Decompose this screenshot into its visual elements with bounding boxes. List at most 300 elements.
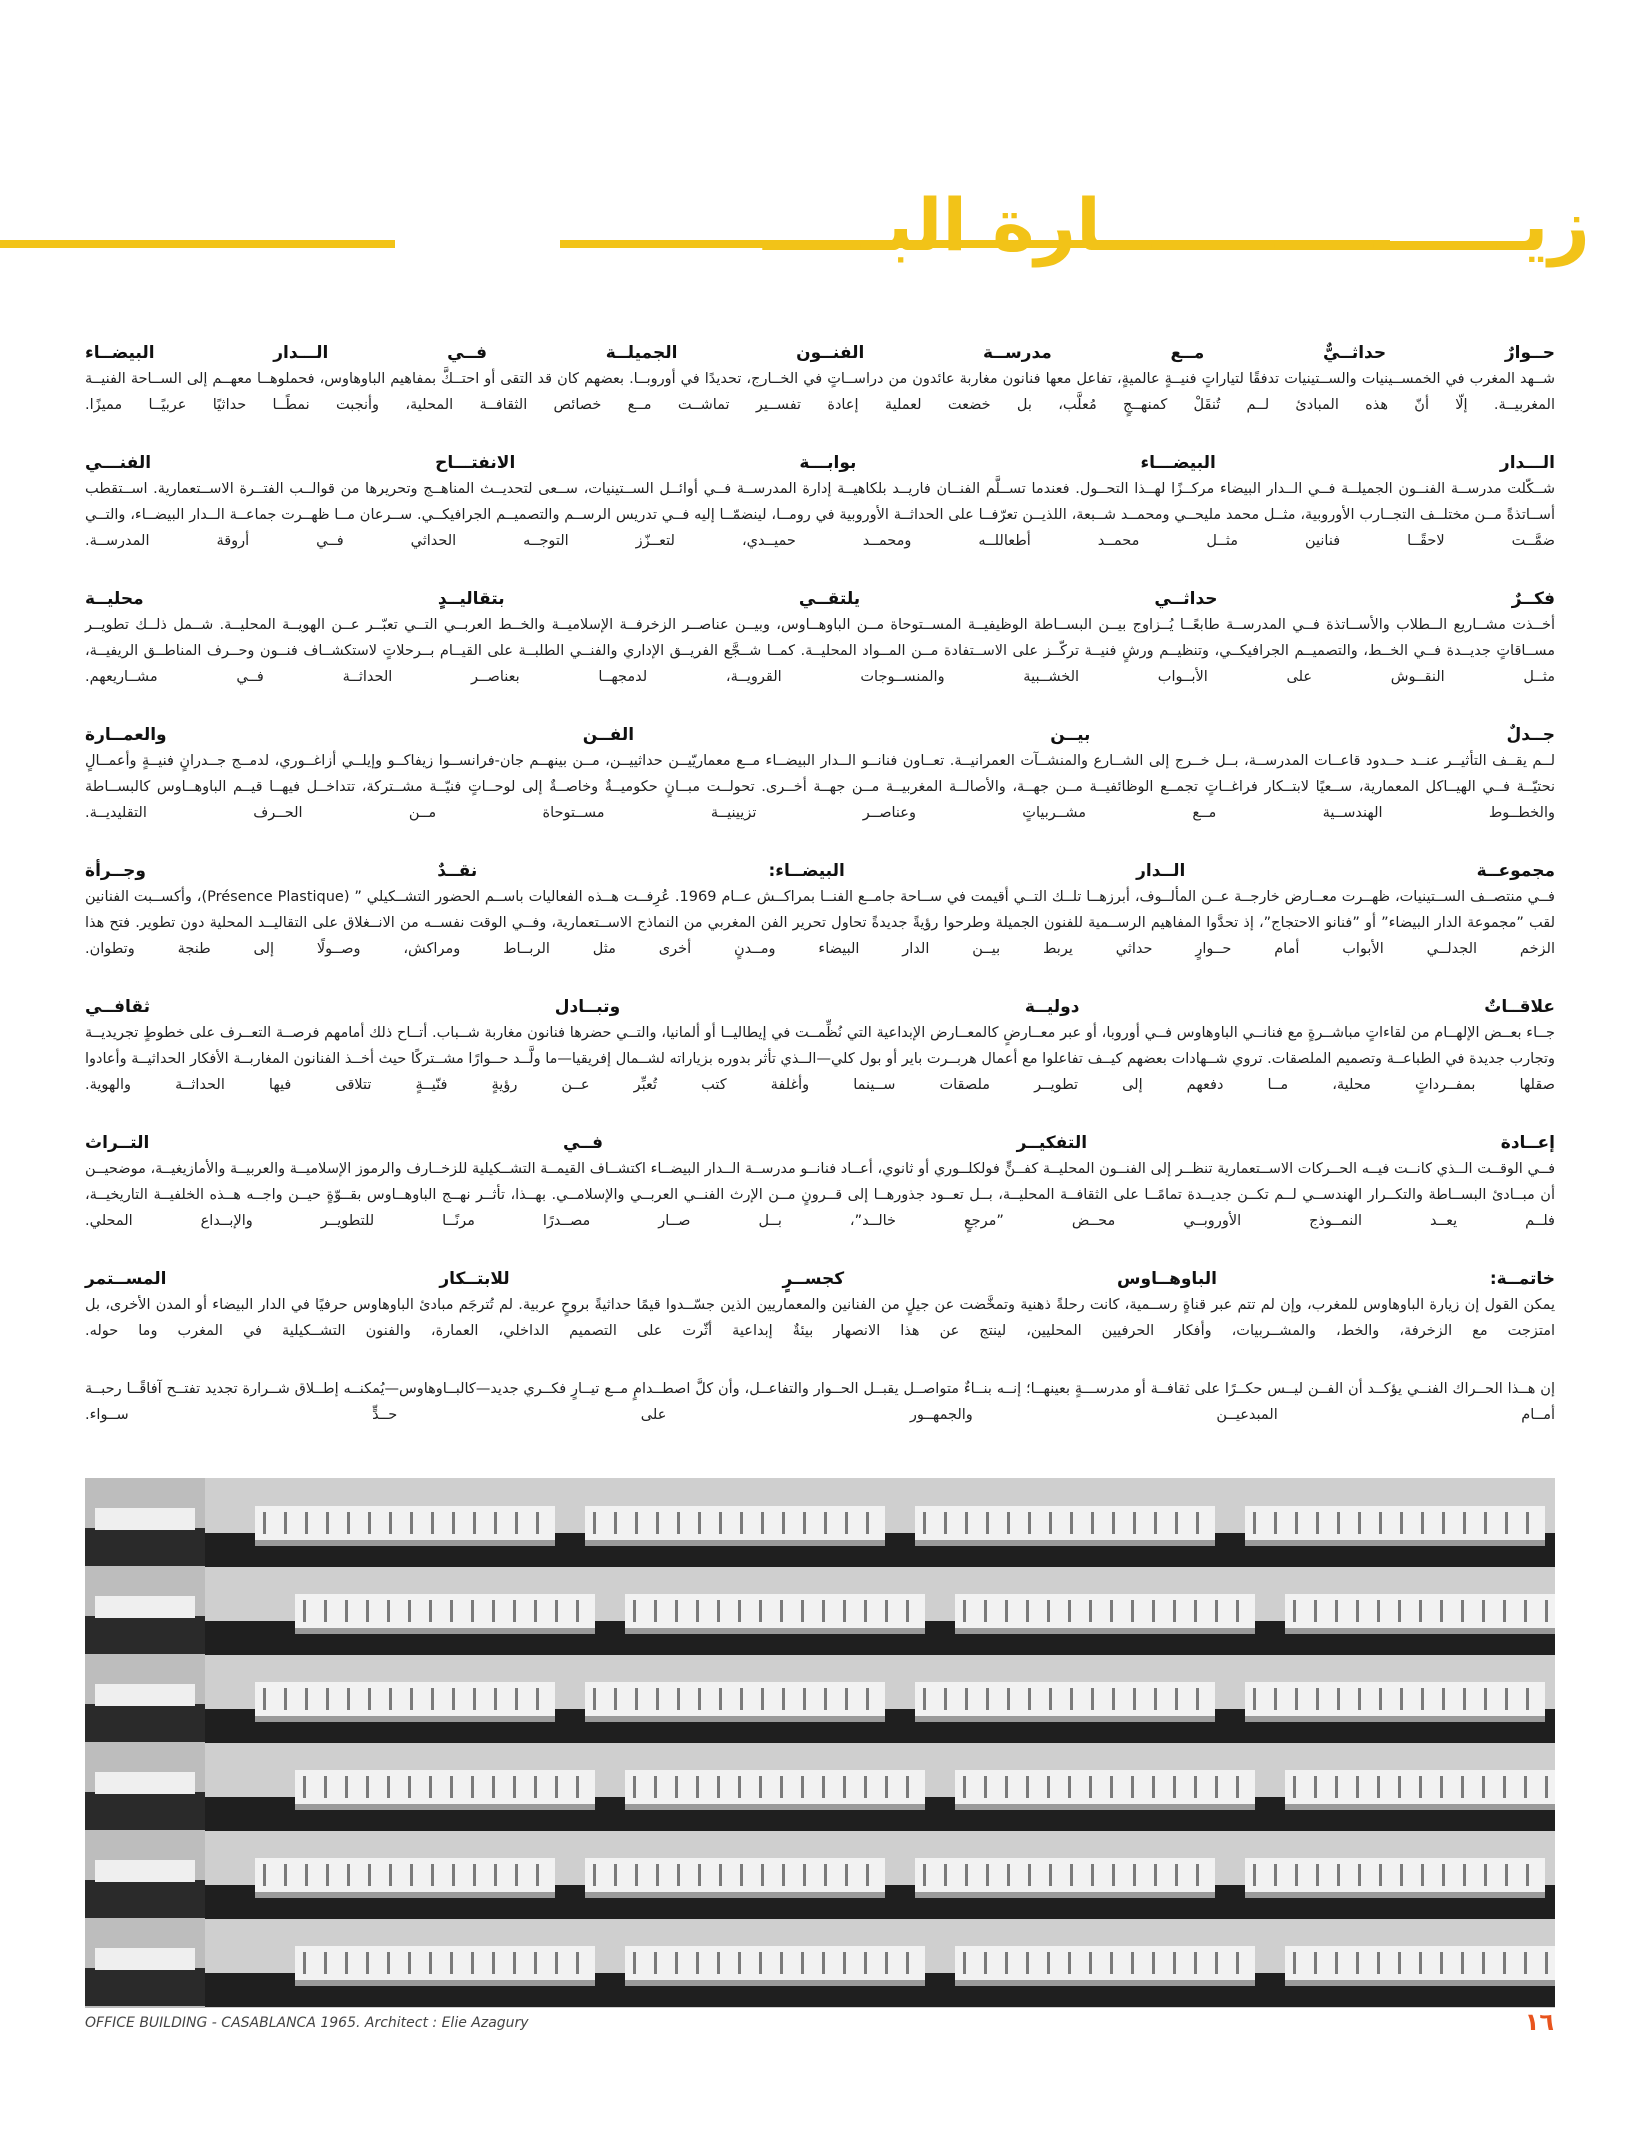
building-shape — [782, 1688, 785, 1710]
building-shape — [1482, 1600, 1485, 1622]
building-shape — [389, 1512, 392, 1534]
building-shape — [1505, 1864, 1508, 1886]
building-shape — [368, 1512, 371, 1534]
building-shape — [1173, 1952, 1176, 1974]
building-shape — [492, 1776, 495, 1798]
building-shape — [1194, 1776, 1197, 1798]
building-shape — [345, 1776, 348, 1798]
heading-word: الــدار — [1136, 861, 1186, 881]
building-shape — [1007, 1688, 1010, 1710]
heading-word: كجســرٍ — [782, 1269, 845, 1289]
building-shape — [295, 1804, 595, 1810]
heading-word: الانفتـــاح — [435, 453, 516, 473]
building-shape — [1285, 1628, 1555, 1634]
building-shape — [955, 1594, 1255, 1628]
building-shape — [1379, 1512, 1382, 1534]
building-shape — [429, 1600, 432, 1622]
building-shape — [1484, 1512, 1487, 1534]
building-shape — [1545, 1600, 1548, 1622]
heading-word: خاتمــة: — [1489, 1269, 1555, 1289]
building-shape — [824, 1688, 827, 1710]
building-shape — [944, 1512, 947, 1534]
building-shape — [515, 1688, 518, 1710]
building-shape — [345, 1952, 348, 1974]
building-shape — [845, 1688, 848, 1710]
building-shape — [1133, 1512, 1136, 1534]
building-shape — [1421, 1688, 1424, 1710]
heading-word: ثقافــي — [85, 997, 150, 1017]
building-shape — [761, 1864, 764, 1886]
building-shape — [1419, 1776, 1422, 1798]
building-shape — [1091, 1512, 1094, 1534]
building-shape — [1173, 1776, 1176, 1798]
building-shape — [923, 1688, 926, 1710]
building-shape — [1482, 1952, 1485, 1974]
building-shape — [1526, 1688, 1529, 1710]
building-shape — [1110, 1776, 1113, 1798]
building-shape — [1545, 1776, 1548, 1798]
building-shape — [1314, 1776, 1317, 1798]
heading-word: حــوارٌ — [1504, 343, 1555, 363]
building-shape — [95, 1508, 195, 1530]
building-shape — [1026, 1776, 1029, 1798]
section-paragraph: يمكن القول إن زيارة الباوهاوس للمغرب، وإن لم تتم عبر قناةٍ رســمية، كانت رحلةً ذهنية وتمخَّضت عن جيلٍ من الفنانين والمعماريين الذين جسّــدوا قيمًا حداثيةً بروحٍ عربية. لم تُترجَم مبادئ الباوهاوس حرفيًا في الدار البيضاء أو المدن الأخرى، بل امتزجت مع الزخرفة، والخط، والمشــربيات، وأفكار الحرفيين المحليين، لينتج عن هذا الانصهار بيئةٌ إبداعية أثّرت على التصميم الداخلي، العمارة، والفنون التشــكيلية في المغرب وما حوله. — [85, 1297, 1555, 1339]
building-shape — [1524, 1776, 1527, 1798]
building-shape — [803, 1688, 806, 1710]
building-shape — [696, 1776, 699, 1798]
section-heading — [85, 858, 1555, 884]
building-shape — [1358, 1864, 1361, 1886]
building-shape — [1005, 1952, 1008, 1974]
section-paragraph: أخــذت مشــاريع الــطلاب والأســاتذة فــي المدرســة طابعًــا يُــزاوج بيــن البســاطة الوظيفيــة المســتوحاة مــن الباوهــاوس، وبيــن عناصــر الزخرفــة الإسلاميــة والخــط العربــي التــي تعبّــر عــن الهويــة المحليــة. شــمل ذلــك تطويــر مســاقاتٍ جديــدة فــي الخــط، والتصميــم الجرافيكــي، وتنظيــم ورشٍ فنيــة تركّــز على الاســتفادة مــن المــواد المحليــة. كمــا شــجَّع الفريــق الإداري والفنــي الطلبــة على القيــام بــرحلاتٍ لاستكشــاف فنــون وحــرف المناطــق الريفيــة، مثــل النقــوش على الأبــواب الخشــبية والمنســوجات القرويــة، لدمجهــا بعناصــر الحداثــة فــي مشــاريعهم. — [85, 617, 1555, 685]
building-shape — [719, 1688, 722, 1710]
building-shape — [515, 1512, 518, 1534]
building-shape — [1358, 1688, 1361, 1710]
building-shape — [654, 1952, 657, 1974]
building-shape — [696, 1952, 699, 1974]
building-shape — [410, 1864, 413, 1886]
building-shape — [1356, 1600, 1359, 1622]
building-shape — [1316, 1688, 1319, 1710]
building-shape — [1503, 1952, 1506, 1974]
building-shape — [593, 1864, 596, 1886]
building-shape — [1026, 1952, 1029, 1974]
building-shape — [1154, 1864, 1157, 1886]
building-shape — [1110, 1952, 1113, 1974]
heading-word: يلتقــي — [798, 589, 861, 609]
building-shape — [1112, 1864, 1115, 1886]
building-shape — [635, 1688, 638, 1710]
building-shape — [761, 1512, 764, 1534]
building-shape — [625, 1804, 925, 1810]
building-shape — [614, 1688, 617, 1710]
section-heading — [85, 586, 1555, 612]
building-shape — [1461, 1600, 1464, 1622]
heading-word: الـــدار — [273, 343, 329, 363]
building-shape — [677, 1512, 680, 1534]
building-shape — [1293, 1952, 1296, 1974]
heading-word: بتقاليــدٍ — [437, 589, 505, 609]
building-shape — [1337, 1688, 1340, 1710]
building-shape — [534, 1952, 537, 1974]
building-shape — [1070, 1864, 1073, 1886]
building-shape — [1112, 1512, 1115, 1534]
heading-word: والعمــارة — [85, 725, 167, 745]
building-shape — [1133, 1864, 1136, 1886]
building-shape — [324, 1600, 327, 1622]
building-shape — [408, 1952, 411, 1974]
heading-word: الباوهــاوس — [1117, 1269, 1217, 1289]
heading-word: وتبــادل — [554, 997, 621, 1017]
building-shape — [944, 1864, 947, 1886]
building-shape — [450, 1600, 453, 1622]
building-shape — [625, 1946, 925, 1980]
section-paragraph: شــكّلت مدرســة الفنــون الجميلــة فــي الــدار البيضاء مركــزًا لهــذا التحــول. فعندما تســلَّم الفنــان فاريــد بلكاهيــة إدارة المدرســة فــي أوائــل الســتينيات، ســعى لتحديــث المناهــج وتحريرها من قوالــب الفتــرة الاســتعمارية. اســتقطب أســاتذةً مــن مختلــف التجــارب الأوروبية، مثــل محمد مليحــي ومحمــد شــبعة، اللذيــن تعرّفــا على الحداثــة الأوروبية في رومــا، لينضمّــا إليه فــي تدريس الرســم والتصميــم الجرافيكــي. ســرعان مــا ظهــرت جماعــة الــدار البيضــاء، والتــي ضمَّــت لاحقًــا فنانين مثــل محمــد أطعاللــه ومحمــد حميــدي، لتعــزّز التوجــه الحداثي فــي أروقة المدرســة. — [85, 481, 1555, 549]
building-shape — [1274, 1512, 1277, 1534]
building-shape — [1440, 1600, 1443, 1622]
building-shape — [986, 1688, 989, 1710]
building-shape — [85, 1616, 205, 1654]
building-shape — [1356, 1952, 1359, 1974]
building-shape — [780, 1600, 783, 1622]
heading-word: وجــرأة — [85, 861, 146, 881]
building-shape — [515, 1864, 518, 1886]
building-shape — [866, 1864, 869, 1886]
building-shape — [95, 1684, 195, 1706]
building-shape — [1379, 1688, 1382, 1710]
building-shape — [1314, 1952, 1317, 1974]
building-shape — [915, 1540, 1215, 1546]
building-shape — [1194, 1952, 1197, 1974]
building-shape — [866, 1688, 869, 1710]
building-shape — [1253, 1864, 1256, 1886]
page-number: ١٦ — [1524, 2008, 1554, 2036]
building-shape — [347, 1688, 350, 1710]
building-shape — [656, 1688, 659, 1710]
building-shape — [1253, 1512, 1256, 1534]
building-shape — [1070, 1512, 1073, 1534]
building-shape — [494, 1512, 497, 1534]
building-shape — [1091, 1688, 1094, 1710]
building-shape — [347, 1864, 350, 1886]
building-shape — [389, 1864, 392, 1886]
building-shape — [366, 1600, 369, 1622]
building-shape — [780, 1776, 783, 1798]
building-shape — [625, 1770, 925, 1804]
building-shape — [1245, 1716, 1545, 1722]
building-shape — [429, 1952, 432, 1974]
section-paragraph: شــهد المغرب في الخمســينيات والســتينيات تدفقًا لتياراتٍ فنيــةٍ عالميةٍ، تفاعل معها فنانون مغاربة عائدون من دراســاتٍ في الخــارج، تحديدًا في أوروبــا. بعضهم كان قد التقى أو احتــكَّ بمفاهيم الباوهاوس، فحملوهــا معهــم إلى الســاحة الفنيــة المغربيــة. إلّا أنّ هذه المبادئ لــم تُنقَلْ كمنهــجٍ مُعلَّب، بل خضعت لعملية إعادة تفســير تماشــت مــع خصائص الثقافــة المحلية، وأنجبت نمطًــا حداثيًا عربيًــا مميزًا. — [85, 371, 1555, 413]
article-section — [85, 1130, 1555, 1234]
building-shape — [1337, 1512, 1340, 1534]
building-shape — [635, 1512, 638, 1534]
building-shape — [408, 1776, 411, 1798]
building-shape — [633, 1776, 636, 1798]
building-shape — [843, 1952, 846, 1974]
building-shape — [284, 1864, 287, 1886]
building-shape — [1484, 1688, 1487, 1710]
building-shape — [1005, 1600, 1008, 1622]
building-shape — [513, 1600, 516, 1622]
building-shape — [324, 1952, 327, 1974]
building-shape — [534, 1600, 537, 1622]
building-shape — [1379, 1864, 1382, 1886]
building-shape — [656, 1864, 659, 1886]
building-shape — [1463, 1688, 1466, 1710]
building-shape — [1047, 1776, 1050, 1798]
building-shape — [906, 1600, 909, 1622]
building-shape — [85, 1880, 205, 1918]
building-shape — [1442, 1864, 1445, 1886]
building-shape — [717, 1952, 720, 1974]
heading-word: حداثــي — [1154, 589, 1218, 609]
building-shape — [305, 1512, 308, 1534]
heading-word: الفــن — [582, 725, 635, 745]
building-shape — [534, 1776, 537, 1798]
building-shape — [593, 1512, 596, 1534]
building-shape — [473, 1512, 476, 1534]
heading-word: للابتــكار — [439, 1269, 510, 1289]
building-shape — [915, 1892, 1215, 1898]
building-shape — [1442, 1688, 1445, 1710]
building-shape — [1175, 1688, 1178, 1710]
title-rule-left — [0, 240, 395, 248]
building-shape — [555, 1600, 558, 1622]
building-shape — [1440, 1776, 1443, 1798]
building-shape — [1028, 1864, 1031, 1886]
building-shape — [1196, 1688, 1199, 1710]
building-shape — [536, 1688, 539, 1710]
building-shape — [305, 1688, 308, 1710]
building-shape — [1463, 1864, 1466, 1886]
building-shape — [843, 1600, 846, 1622]
building-shape — [614, 1864, 617, 1886]
building-shape — [85, 1528, 205, 1566]
building-shape — [824, 1864, 827, 1886]
heading-word: البيضــاء — [85, 343, 155, 363]
building-shape — [585, 1682, 885, 1716]
section-paragraph: فــي الوقــت الــذي كانــت فيــه الحــركات الاســتعمارية تنظــر إلى الفنــون المحليــة كفــنٍّ فولكلــوري أو ثانوي، أعــاد فنانــو مدرســة الــدار البيضــاء اكتشــاف القيمــة التشــكيلية للزخــارف والرموز الإسلاميــة والعربيــة والأمازيغيــة، موضحيــن أن مبــادئ البســاطة والتكــرار الهندســي لــم تكــن جديــدة تمامًــا على الثقافــة المحليــة، بــل تعــود جذورهــا إلى قــرونٍ مــن الإرث الفنــي العربــي والإسلامــي. بهــذا، تأثــر نهــج الباوهــاوس بقــوّةٍ حيــن واجــه هــذه الخلفيــة التاريخيــة، فلــم يعــد النمــوذج الأوروبــي محــض ”مرجعٍ خالــد”، بــل صــار مصــدرًا مرنًــا للتطويــر والإبــداع المحلي. — [85, 1161, 1555, 1229]
building-shape — [345, 1600, 348, 1622]
section-paragraph: لــم يقــف التأثيــر عنــد حــدود قاعــات المدرســة، بــل خــرج إلى الشــارع والمنشــآت العمرانيــة. تعــاون فنانــو الــدار البيضــاء مــع معماريّيــن حداثييــن، مــن بينهــم جان-فرانســوا زيفاكــو وإيلــي أزاغــوري، لدمــج جــدرانٍ فنيــةٍ وأعمــالٍ نحتيّــة فــي الهيــاكل المعمارية، ســعيًا لابتــكار فراغــاتٍ تجمــع الوظائفيــة مــن جهــة، والأصالــة المغربيــة مــن جهــة أخــرى. تحولــت مبــانٍ حكوميــةٌ وخاصــةٌ إلى لوحــاتٍ فنيّــة مشــتركة، تتداخــل فيهــا قيــم الباوهــاوس كالبســاطة والخطــوط الهندســية مــع مشــربياتٍ وعناصــر تزيينيــة مســتوحاة مــن الحــرف التقليديــة. — [85, 753, 1555, 821]
building-shape — [1175, 1864, 1178, 1886]
building-shape — [471, 1952, 474, 1974]
building-shape — [963, 1600, 966, 1622]
building-shape — [324, 1776, 327, 1798]
building-shape — [801, 1776, 804, 1798]
building-shape — [1526, 1864, 1529, 1886]
heading-word: الجميلــة — [605, 343, 678, 363]
building-shape — [1154, 1688, 1157, 1710]
article-section — [85, 340, 1555, 418]
building-shape — [1007, 1864, 1010, 1886]
building-shape — [822, 1776, 825, 1798]
building-shape — [759, 1952, 762, 1974]
building-shape — [965, 1512, 968, 1534]
building-shape — [95, 1860, 195, 1882]
building-shape — [1253, 1688, 1256, 1710]
heading-word: الـــدار — [1499, 453, 1555, 473]
building-shape — [431, 1688, 434, 1710]
building-shape — [471, 1600, 474, 1622]
building-shape — [284, 1688, 287, 1710]
article-section — [85, 450, 1555, 554]
building-shape — [1236, 1600, 1239, 1622]
article-body — [85, 340, 1555, 1428]
building-shape — [782, 1864, 785, 1886]
heading-word: فــي — [447, 343, 488, 363]
building-shape — [654, 1600, 657, 1622]
building-shape — [536, 1864, 539, 1886]
heading-word: علاقــاتٌ — [1484, 997, 1555, 1017]
building-shape — [986, 1512, 989, 1534]
building-shape — [656, 1512, 659, 1534]
heading-word: دوليــة — [1024, 997, 1080, 1017]
building-shape — [1245, 1506, 1545, 1540]
building-shape — [1442, 1512, 1445, 1534]
building-shape — [740, 1688, 743, 1710]
heading-word: المســتمر — [85, 1269, 167, 1289]
building-shape — [576, 1600, 579, 1622]
building-shape — [675, 1600, 678, 1622]
building-shape — [963, 1776, 966, 1798]
building-shape — [452, 1512, 455, 1534]
article-title: زيـــــــــــــــــارة البـــــ — [762, 183, 1590, 267]
building-shape — [698, 1688, 701, 1710]
building-shape — [759, 1600, 762, 1622]
photo-caption: OFFICE BUILDING - CASABLANCA 1965. Architect : Elie Azagury — [85, 2015, 529, 2031]
building-shape — [585, 1540, 885, 1546]
building-shape — [965, 1864, 968, 1886]
building-shape — [1236, 1952, 1239, 1974]
building-shape — [1377, 1952, 1380, 1974]
building-shape — [1377, 1600, 1380, 1622]
building-shape — [1295, 1688, 1298, 1710]
building-shape — [984, 1600, 987, 1622]
building-shape — [1400, 1688, 1403, 1710]
building-shape — [492, 1952, 495, 1974]
building-shape — [738, 1776, 741, 1798]
building-shape — [955, 1770, 1255, 1804]
building-shape — [906, 1776, 909, 1798]
heading-word: محليــة — [85, 589, 144, 609]
building-shape — [263, 1864, 266, 1886]
building-shape — [1461, 1776, 1464, 1798]
building-shape — [696, 1600, 699, 1622]
building-shape — [1194, 1600, 1197, 1622]
building-shape — [295, 1770, 595, 1804]
building-shape — [625, 1980, 925, 1986]
building-shape — [450, 1776, 453, 1798]
building-shape — [410, 1688, 413, 1710]
building-shape — [263, 1688, 266, 1710]
building-shape — [1505, 1688, 1508, 1710]
building-shape — [1356, 1776, 1359, 1798]
building-shape — [555, 1776, 558, 1798]
building-shape — [1026, 1600, 1029, 1622]
building-shape — [1110, 1600, 1113, 1622]
building-shape — [585, 1858, 885, 1892]
building-shape — [675, 1776, 678, 1798]
building-shape — [1358, 1512, 1361, 1534]
building-shape — [1089, 1952, 1092, 1974]
building-shape — [915, 1682, 1215, 1716]
heading-word: نقــدٌ — [437, 861, 478, 881]
article-section — [85, 858, 1555, 962]
building-photo — [85, 1478, 1555, 2008]
building-shape — [1131, 1776, 1134, 1798]
section-paragraph: جــاء بعــض الإلهــام من لقاءاتٍ مباشــرةٍ مع فنانــي الباوهاوس فــي أوروبا، أو عبر معــارضٍ كالمعــارض الإبداعية التي نُظِّمــت في إيطاليــا أو ألمانيا، والتــي حضرها فنانون مغاربة شــباب. أتــاح ذلك أمامهم فرصــة التعــرف على خطوطٍ تجريديــة وتجارب جديدة في الطباعــة وتصميم الملصقات. تروي شــهادات بعضهم كيــف تفاعلوا مع أعمال هربــرت باير أو بول كلي—الــذي تأثر بدوره بزياراته لشــمال إفريقيا—ما ولَّــد حــوارًا مشــتركًا حيث أخــذ الفنانون المغاربــة الأفكار الحداثيــة وأعادوا صقلها بمفــرداتٍ محلية، مــا دفعهم إلى تطويــر ملصقات ســينما وأغلفة كتب تُعبِّر عــن رؤيةٍ فنّيــةٍ تتلاقى فيها الحداثــة والهوية. — [85, 1025, 1555, 1093]
building-shape — [585, 1506, 885, 1540]
building-shape — [738, 1600, 741, 1622]
building-shape — [85, 1968, 205, 2006]
building-shape — [719, 1512, 722, 1534]
building-shape — [255, 1540, 555, 1546]
building-shape — [410, 1512, 413, 1534]
building-shape — [1482, 1776, 1485, 1798]
heading-word: مدرســة — [983, 343, 1052, 363]
building-shape — [1274, 1688, 1277, 1710]
heading-word: فــي — [563, 1133, 603, 1153]
section-heading — [85, 1266, 1555, 1292]
heading-word: التفكيــر — [1016, 1133, 1088, 1153]
heading-word: البيضـــاء — [1140, 453, 1216, 473]
building-shape — [885, 1776, 888, 1798]
building-shape — [654, 1776, 657, 1798]
article-section — [85, 722, 1555, 826]
building-shape — [635, 1864, 638, 1886]
building-shape — [576, 1776, 579, 1798]
heading-word: بوابـــة — [799, 453, 857, 473]
building-shape — [295, 1628, 595, 1634]
building-shape — [1005, 1776, 1008, 1798]
building-shape — [1154, 1512, 1157, 1534]
building-shape — [1245, 1892, 1545, 1898]
building-shape — [95, 1772, 195, 1794]
building-shape — [1245, 1682, 1545, 1716]
section-heading — [85, 722, 1555, 748]
building-shape — [368, 1688, 371, 1710]
building-shape — [885, 1600, 888, 1622]
building-shape — [944, 1688, 947, 1710]
building-shape — [1377, 1776, 1380, 1798]
building-shape — [1091, 1864, 1094, 1886]
building-shape — [284, 1512, 287, 1534]
closing-paragraph: إن هــذا الحــراك الفنــي يؤكــد أن الفــن ليــس حكــرًا على ثقافــة أو مدرســـةٍ بعينهــا؛ إنــه بنــاءٌ متواصــل يقبــل الحــوار والتفاعــل، وأن كلَّ اصطــدامٍ مــع تيــارٍ فكــري جديد—كالبــاوهاوس—يُمكنــه إطــلاق شــرارة تجديد تفتــح آفاقًــا رحبــة أمــام المبدعيــن والجمهــور على حــدٍّ ســواء. — [85, 1381, 1555, 1423]
building-shape — [1505, 1512, 1508, 1534]
building-shape — [536, 1512, 539, 1534]
building-shape — [431, 1512, 434, 1534]
building-shape — [738, 1952, 741, 1974]
building-shape — [803, 1864, 806, 1886]
building-shape — [915, 1716, 1215, 1722]
building-shape — [675, 1952, 678, 1974]
building-shape — [984, 1952, 987, 1974]
heading-word: جــدلٌ — [1506, 725, 1555, 745]
building-shape — [822, 1952, 825, 1974]
building-shape — [625, 1628, 925, 1634]
building-shape — [1419, 1952, 1422, 1974]
building-shape — [1245, 1858, 1545, 1892]
building-shape — [1398, 1776, 1401, 1798]
building-shape — [1295, 1512, 1298, 1534]
heading-word: مجموعــة — [1476, 861, 1555, 881]
building-shape — [494, 1864, 497, 1886]
building-shape — [1337, 1864, 1340, 1886]
section-heading — [85, 450, 1555, 476]
building-shape — [1089, 1776, 1092, 1798]
building-shape — [593, 1688, 596, 1710]
